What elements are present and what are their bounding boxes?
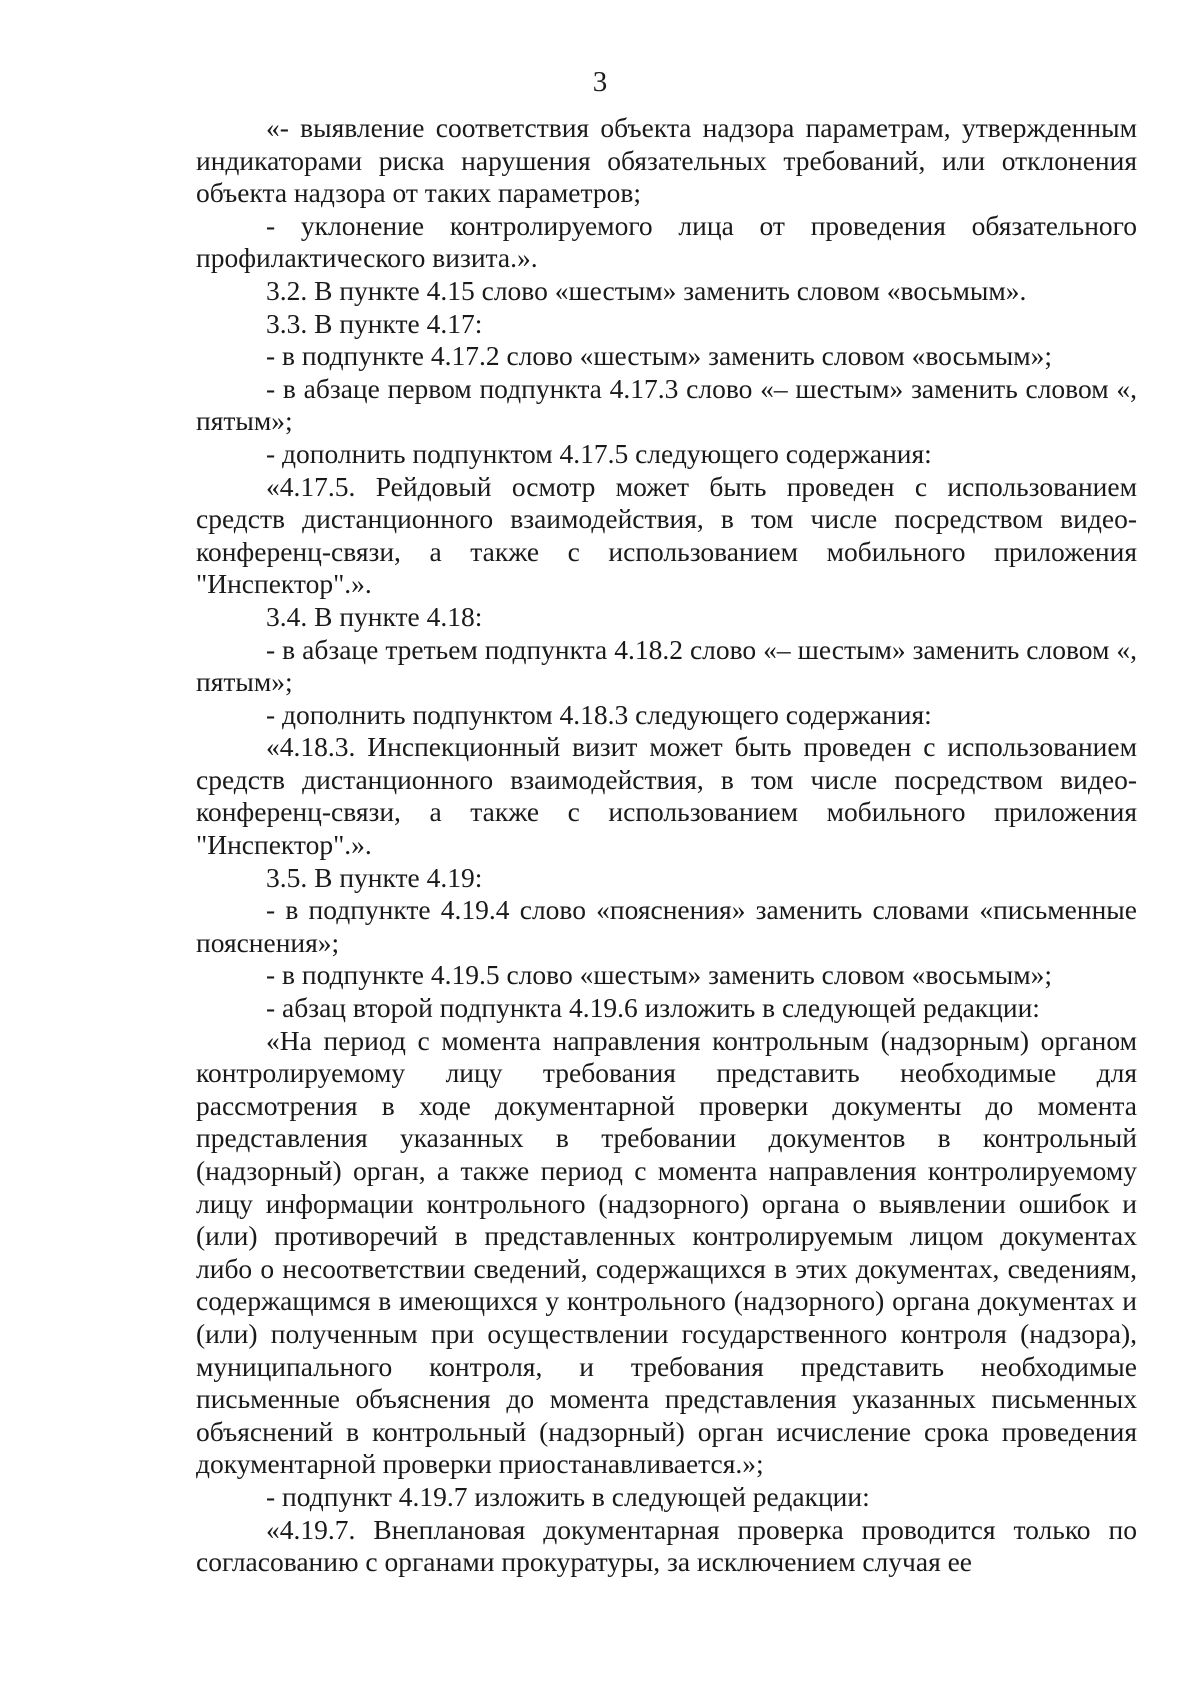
page-number: 3 (592, 66, 608, 98)
paragraph-13: 3.5. В пункте 4.19: (266, 861, 483, 893)
paragraph-8: «4.17.5. Рейдовый осмотр может быть проведен с использованием средств дистанционного взаимодействия, в том числе посредством видео-конференц-связи, а также с использованием мобильного приложения "Инспектор".». (196, 470, 1137, 600)
paragraph-10: - в абзаце третьем подпункта 4.18.2 слово «– шестым» заменить словом «, пятым»; (196, 633, 1137, 698)
paragraph-5: - в подпункте 4.17.2 слово «шестым» заменить словом «восьмым»; (266, 340, 1053, 372)
paragraph-15: - в подпункте 4.19.5 слово «шестым» заменить словом «восьмым»; (266, 959, 1053, 991)
paragraph-12: «4.18.3. Инспекционный визит может быть проведен с использованием средств дистанционного взаимодействия, в том числе посредством видео-конференц-связи, а также с использованием мобильного приложения "Инспектор".». (196, 731, 1137, 861)
paragraph-16: - абзац второй подпункта 4.19.6 изложить в следующей редакции: (266, 992, 1040, 1024)
paragraph-19: «4.19.7. Внеплановая документарная проверка проводится только по согласованию с органами прокуратуры, за исключением случая ее (196, 1513, 1137, 1578)
paragraph-7: - дополнить подпунктом 4.17.5 следующего содержания: (266, 437, 932, 469)
paragraph-1: «- выявление соответствия объекта надзора параметрам, утвержденным индикаторами риска нарушения обязательных требований, или отклонения объекта надзора от таких параметров; (196, 112, 1137, 209)
paragraph-18: - подпункт 4.19.7 изложить в следующей редакции: (266, 1480, 870, 1512)
paragraph-9: 3.4. В пункте 4.18: (266, 600, 483, 632)
paragraph-11: - дополнить подпунктом 4.18.3 следующего содержания: (266, 698, 932, 730)
paragraph-14: - в подпункте 4.19.4 слово «пояснения» заменить словами «письменные пояснения»; (196, 894, 1137, 958)
paragraph-3: 3.2. В пункте 4.15 слово «шестым» заменить словом «восьмым». (266, 274, 1027, 306)
document-body (196, 112, 1137, 1579)
paragraph-2: - уклонение контролируемого лица от проведения обязательного профилактического визита.». (196, 209, 1137, 274)
paragraph-4: 3.3. В пункте 4.17: (266, 307, 483, 339)
paragraph-17: «На период с момента направления контрольным (надзорным) органом контролируемому лицу требования представить необходимые для рассмотрения в ходе документарной проверки документы до момента представления указанных в требовании документов в контрольный (надзорный) орган, а также период с момента направления контролируемому лицу информации контрольного (надзорного) органа о выявлении ошибок и (или) противоречий в представленных контролируемым лицом документах либо о несоответствии сведений, содержащихся в этих документах, сведениям, содержащимся в имеющихся у контрольного (надзорного) органа документах и (или) полученным при осуществлении государственного контроля (надзора), муниципального контроля, и требования представить необходимые письменные объяснения до момента представления указанных письменных объяснений в контрольный (надзорный) орган исчисление срока проведения документарной проверки приостанавливается.»; (196, 1024, 1137, 1480)
paragraph-6: - в абзаце первом подпункта 4.17.3 слово «– шестым» заменить словом «, пятым»; (196, 372, 1137, 437)
